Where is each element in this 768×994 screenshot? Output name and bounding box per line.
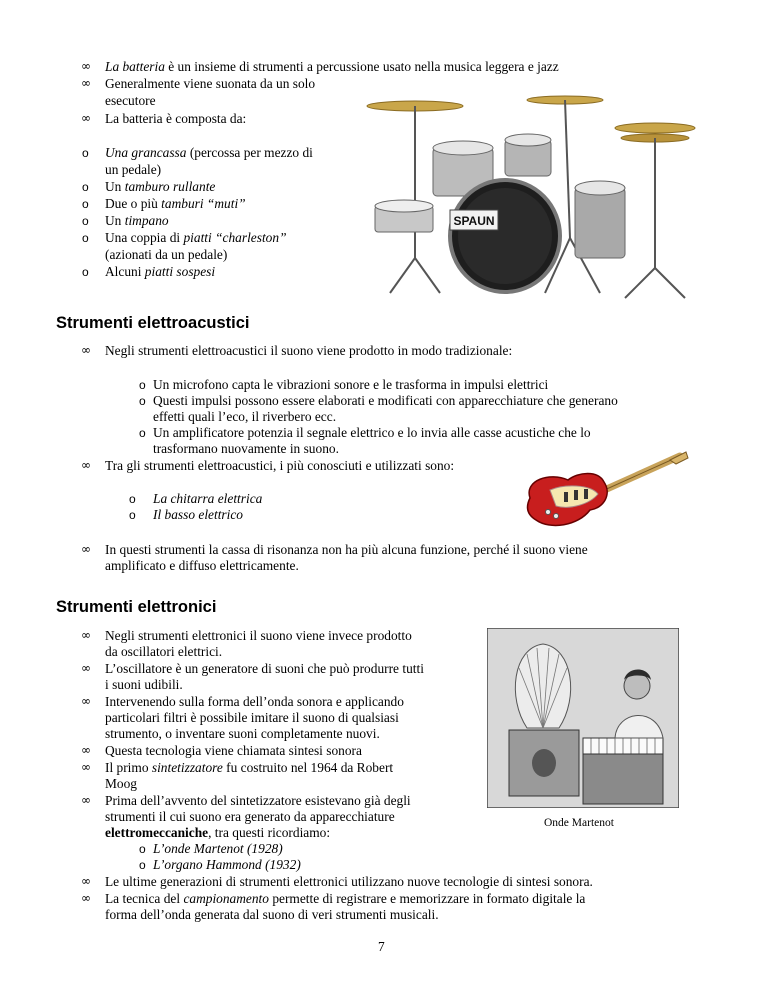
sub-list-item: Questi impulsi possono essere elaborati e modificati con apparecchiature che generano (153, 393, 618, 408)
sub-bullet-icon: o (139, 394, 146, 408)
onde-martenot-photo (487, 628, 679, 808)
bullet-icon: ∞ (81, 343, 91, 357)
bullet-icon: ∞ (81, 111, 91, 125)
drum-brand-label: SPAUN (453, 214, 495, 228)
sub-bullet-icon: o (82, 231, 89, 245)
component-item: Un tamburo rullante (105, 179, 216, 194)
bullet-icon: ∞ (81, 694, 91, 708)
list-item-continuation: amplificato e diffuso elettricamente. (105, 558, 299, 573)
list-item: Il primo sintetizzatore fu costruito nel 1964 da Robert (105, 760, 394, 775)
bullet-icon: ∞ (81, 891, 91, 905)
bullet-icon: ∞ (81, 760, 91, 774)
list-item-continuation: i suoni udibili. (105, 677, 183, 692)
sub-bullet-icon: o (82, 214, 89, 228)
list-item-continuation: strumenti il cui suono era generato da apparecchiature (105, 809, 395, 824)
drum-kit-image (355, 88, 700, 310)
list-item-continuation: forma dell’onda generata dal suono di veri strumenti musicali. (105, 907, 439, 922)
list-item: Le ultime generazioni di strumenti elettronici utilizzano nuove tecnologie di sintesi sonora. (105, 874, 593, 889)
list-item-continuation: strumento, o inventare suoni completamente nuovi. (105, 726, 380, 741)
list-item: Tra gli strumenti elettroacustici, i più conosciuti e utilizzati sono: (105, 458, 455, 473)
list-item: Questa tecnologia viene chiamata sintesi sonora (105, 743, 362, 758)
component-item: Un timpano (105, 213, 169, 228)
bullet-icon: ∞ (81, 76, 91, 90)
electric-guitar-image (520, 450, 690, 532)
sub-list-item: L’organo Hammond (1932) (153, 857, 301, 872)
sub-list-item: L’onde Martenot (1928) (153, 841, 283, 856)
component-item: Una grancassa (percossa per mezzo di (105, 145, 313, 160)
bullet-icon: ∞ (81, 793, 91, 807)
section-heading: Strumenti elettroacustici (56, 314, 250, 332)
list-item: Prima dell’avvento del sintetizzatore esistevano già degli (105, 793, 411, 808)
list-item: La tecnica del campionamento permette di registrare e memorizzare in formato digitale la (105, 891, 586, 906)
bullet-icon: ∞ (81, 59, 91, 73)
component-item: Due o più tamburi “muti” (105, 196, 246, 211)
sub-bullet-icon: o (82, 197, 89, 211)
bullet-icon: ∞ (81, 743, 91, 757)
list-item-continuation: Moog (105, 776, 137, 791)
list-item: La batteria è un insieme di strumenti a percussione usato nella musica leggera e jazz (105, 59, 559, 74)
list-item-continuation: elettromeccaniche, tra questi ricordiamo: (105, 825, 331, 840)
bullet-icon: ∞ (81, 661, 91, 675)
sub-list-item: La chitarra elettrica (153, 491, 263, 506)
list-item: In questi strumenti la cassa di risonanza non ha più alcuna funzione, perché il suono viene (105, 542, 588, 557)
list-item: Generalmente viene suonata da un solo (105, 76, 316, 91)
sub-bullet-icon: o (82, 180, 89, 194)
sub-bullet-icon: o (139, 842, 146, 856)
page-number: 7 (378, 939, 385, 954)
photo-caption: Onde Martenot (544, 817, 614, 829)
list-item: La batteria è composta da: (105, 111, 247, 126)
sub-list-item-continuation: effetti quali l’eco, il riverbero ecc. (153, 409, 337, 424)
sub-bullet-icon: o (82, 146, 89, 160)
sub-list-item: Un microfono capta le vibrazioni sonore e le trasforma in impulsi elettrici (153, 377, 549, 392)
sub-list-item: Il basso elettrico (153, 507, 244, 522)
list-item: Negli strumenti elettroacustici il suono viene prodotto in modo tradizionale: (105, 343, 513, 358)
list-item: L’oscillatore è un generatore di suoni che può produrre tutti (105, 661, 424, 676)
sub-bullet-icon: o (139, 426, 146, 440)
sub-list-item: Un amplificatore potenzia il segnale elettrico e lo invia alle casse acustiche che lo (153, 425, 591, 440)
component-item-continuation: (azionati da un pedale) (105, 247, 228, 262)
bullet-icon: ∞ (81, 458, 91, 472)
list-item-continuation: da oscillatori elettrici. (105, 644, 223, 659)
sub-bullet-icon: o (129, 508, 136, 522)
component-item: Alcuni piatti sospesi (105, 264, 216, 279)
list-item: Negli strumenti elettronici il suono viene invece prodotto (105, 628, 412, 643)
sub-list-item-continuation: trasformano nuovamente in suono. (153, 441, 339, 456)
sub-bullet-icon: o (139, 378, 146, 392)
sub-bullet-icon: o (82, 265, 89, 279)
bullet-icon: ∞ (81, 542, 91, 556)
component-item-continuation: un pedale) (105, 162, 162, 177)
list-item-continuation: esecutore (105, 93, 156, 108)
bullet-icon: ∞ (81, 874, 91, 888)
list-item-continuation: particolari filtri è possibile imitare il suono di qualsiasi (105, 710, 399, 725)
section-heading: Strumenti elettronici (56, 598, 217, 616)
sub-bullet-icon: o (129, 492, 136, 506)
component-item: Una coppia di piatti “charleston” (105, 230, 287, 245)
bullet-icon: ∞ (81, 628, 91, 642)
list-item: Intervenendo sulla forma dell’onda sonora e applicando (105, 694, 404, 709)
sub-bullet-icon: o (139, 858, 146, 872)
